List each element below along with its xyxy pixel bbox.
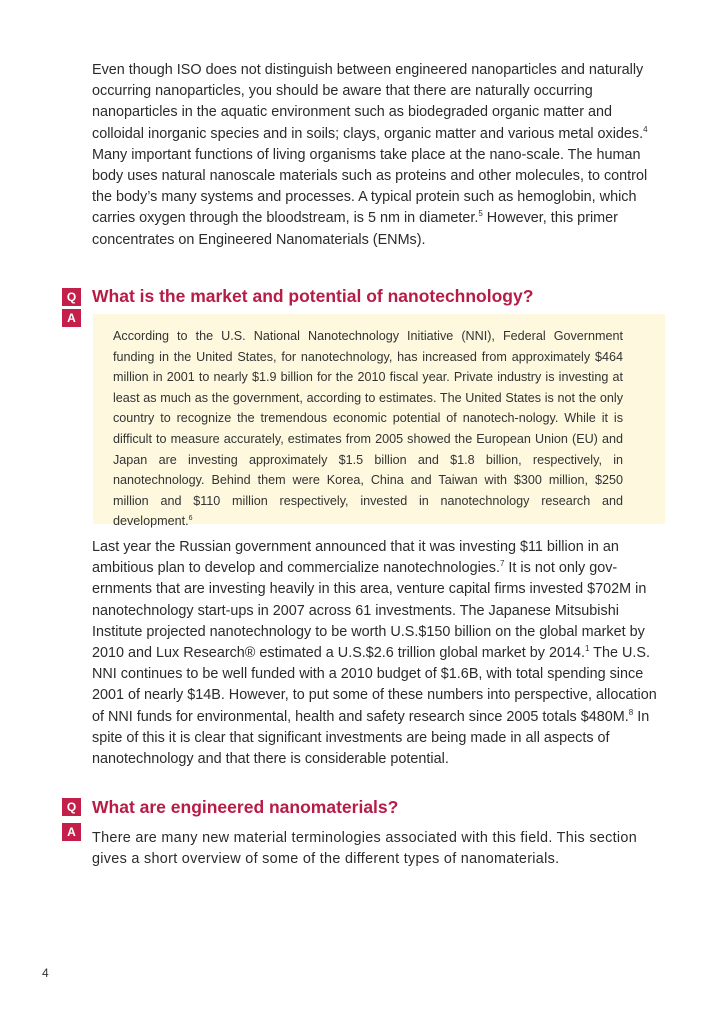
answer-badge: A xyxy=(62,823,81,841)
page-number: 4 xyxy=(42,966,49,980)
footnote-ref-5: 5 xyxy=(478,209,483,219)
question-badge: Q xyxy=(62,798,81,816)
market-text-4: In spite of this it is clear that significant investments are being made in all aspects of nanotechnology and that there is considerable potential. xyxy=(92,708,650,768)
answer-badge: A xyxy=(62,309,81,327)
market-paragraph xyxy=(92,537,664,770)
intro-text-1: Even though ISO does not distinguish between engineered nanoparticles and naturally occurring nanoparticles, you should be aware that there are naturally occurring nanoparticles in the aquatic environment such as biodegraded organic matter and colloidal inorganic species and in soils; clays, organic matter and various metal oxides. xyxy=(92,62,644,142)
intro-text-2: Many important functions of living organisms take place at the nano-scale. The human body uses natural nanoscale materials such as proteins and other molecules, to control the body’s many systems and processes. A typical protein such as hemoglobin, which carries oxygen through the bloodstream, is 5 nm in diameter. xyxy=(92,146,648,227)
footnote-ref-4: 4 xyxy=(643,124,648,134)
question-heading-nanomaterials: What are engineered nanomaterials? xyxy=(92,797,399,817)
market-text-3: The U.S. NNI continues to be well funded with a 2010 budget of $1.6B, with total spending since 2001 of nearly $14B. However, to put some of these numbers into perspective, allocation of NNI funds for environmental, health and safety research since 2005 totals $480M. xyxy=(92,645,657,725)
nanomaterials-answer: There are many new material terminologies associated with this field. This section gives a short overview of some of the different types of nanomaterials. xyxy=(92,830,638,868)
intro-text-3: However, this primer concentrates on Engineered Nanomaterials (ENMs). xyxy=(92,210,618,248)
footnote-ref-1: 1 xyxy=(584,644,590,654)
answer-box-body: According to the U.S. National Nanotechnology Initiative (NNI), Federal Government funding in the United States, for nanotechnology, has increased from approximately $464 million in 2001 to nearly $1.9 billion for the 2010 fiscal year. Private industry is investing at least as much as the government, according to estimates. The United States is not the only country to recognize the tremendous economic potential of nanotech-nology. While it is difficult to measure accurately, estimates from 2005 showed the European Union (EU) and Japan are investing approximately $1.5 billion and $1.8 billion, respectively, in nanotechnology. Behind them were Korea, China and Taiwan with $300 million, $250 million and $110 million respectively, invested in nanotechnology research and development. xyxy=(113,329,623,529)
footnote-ref-6: 6 xyxy=(188,515,193,523)
intro-paragraph xyxy=(92,60,664,251)
footnote-ref-7: 7 xyxy=(499,559,505,569)
market-text-2: It is not only gov-ernments that are investing heavily in this area, venture capital firms invested $702M in nanotechnology start-ups in 2007 across 61 investments. The Japanese Mitsubishi Institute projected nanotechnology to be worth U.S.$150 billion on the global market by 2010 and Lux Research® estimated a U.S.$2.6 trillion global market by 2014. xyxy=(92,560,647,662)
footnote-ref-8: 8 xyxy=(628,707,634,717)
question-badge: Q xyxy=(62,288,81,306)
market-text-1: Last year the Russian government announced that it was investing $11 billion in an ambitious plan to develop and commercialize nanotechnologies. xyxy=(92,539,619,577)
answer-box xyxy=(93,314,665,529)
answer-box-text xyxy=(113,326,623,532)
question-heading-market: What is the market and potential of nanotechnology? xyxy=(92,286,534,306)
